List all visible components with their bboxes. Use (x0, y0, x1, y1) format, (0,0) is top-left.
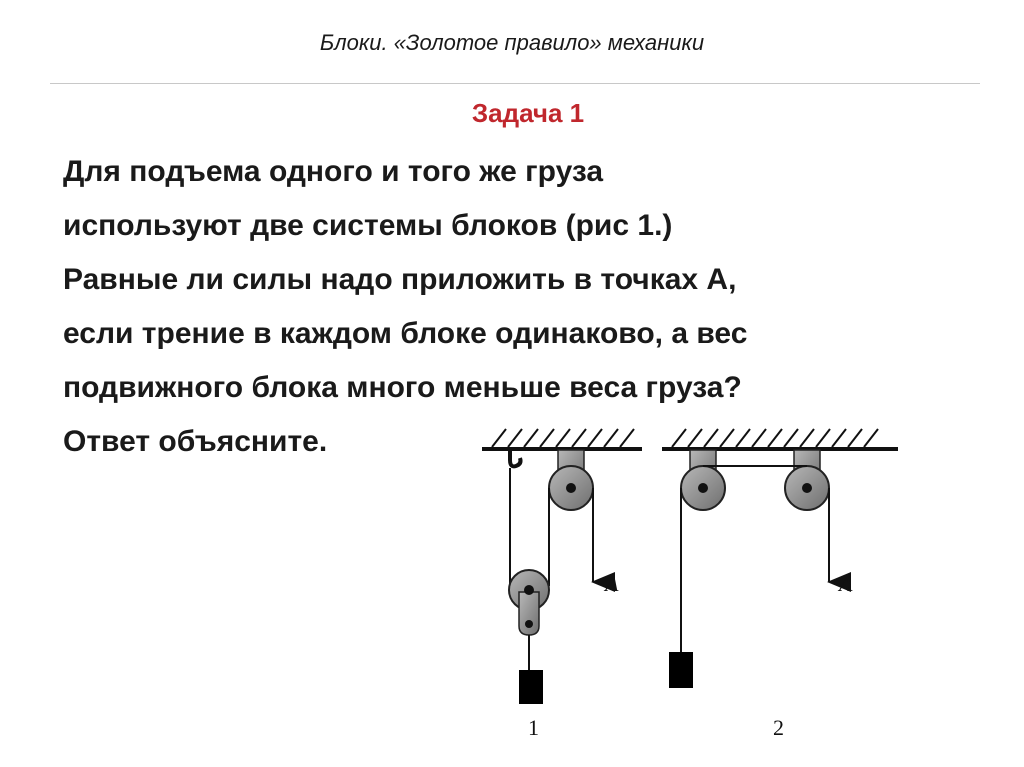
fixed-pulley-2a (681, 450, 725, 510)
force-label-1: A (605, 571, 619, 596)
pulley-system-2 (662, 429, 898, 740)
task-line: Ответ объясните. (63, 425, 328, 458)
force-label-2: A (839, 571, 853, 596)
hook-icon (510, 450, 521, 466)
header-divider (50, 83, 980, 84)
figure-caption-1: 1 (528, 715, 539, 740)
ceiling-2 (662, 429, 898, 449)
task-line: используют две системы блоков (рис 1.) (63, 209, 673, 242)
task-line: если трение в каждом блоке одинаково, а вес (63, 317, 748, 350)
pulley-figure (470, 420, 910, 750)
load-1 (519, 670, 543, 704)
task-line: подвижного блока много меньше веса груза? (63, 371, 742, 404)
load-2 (669, 652, 693, 688)
ceiling-1 (482, 429, 642, 449)
task-line: Для подъема одного и того же груза (63, 155, 604, 188)
figure-caption-2: 2 (773, 715, 784, 740)
movable-pulley-1 (509, 570, 549, 635)
task-line: Равные ли силы надо приложить в точках А, (63, 263, 737, 296)
pulley-system-1 (482, 429, 642, 740)
fixed-pulley-1 (549, 450, 593, 510)
slide-header: Блоки. «Золотое правило» механики (319, 30, 705, 55)
fixed-pulley-2b (785, 450, 829, 510)
pulley-diagram (470, 420, 910, 750)
task-title: Задача 1 (471, 98, 585, 128)
